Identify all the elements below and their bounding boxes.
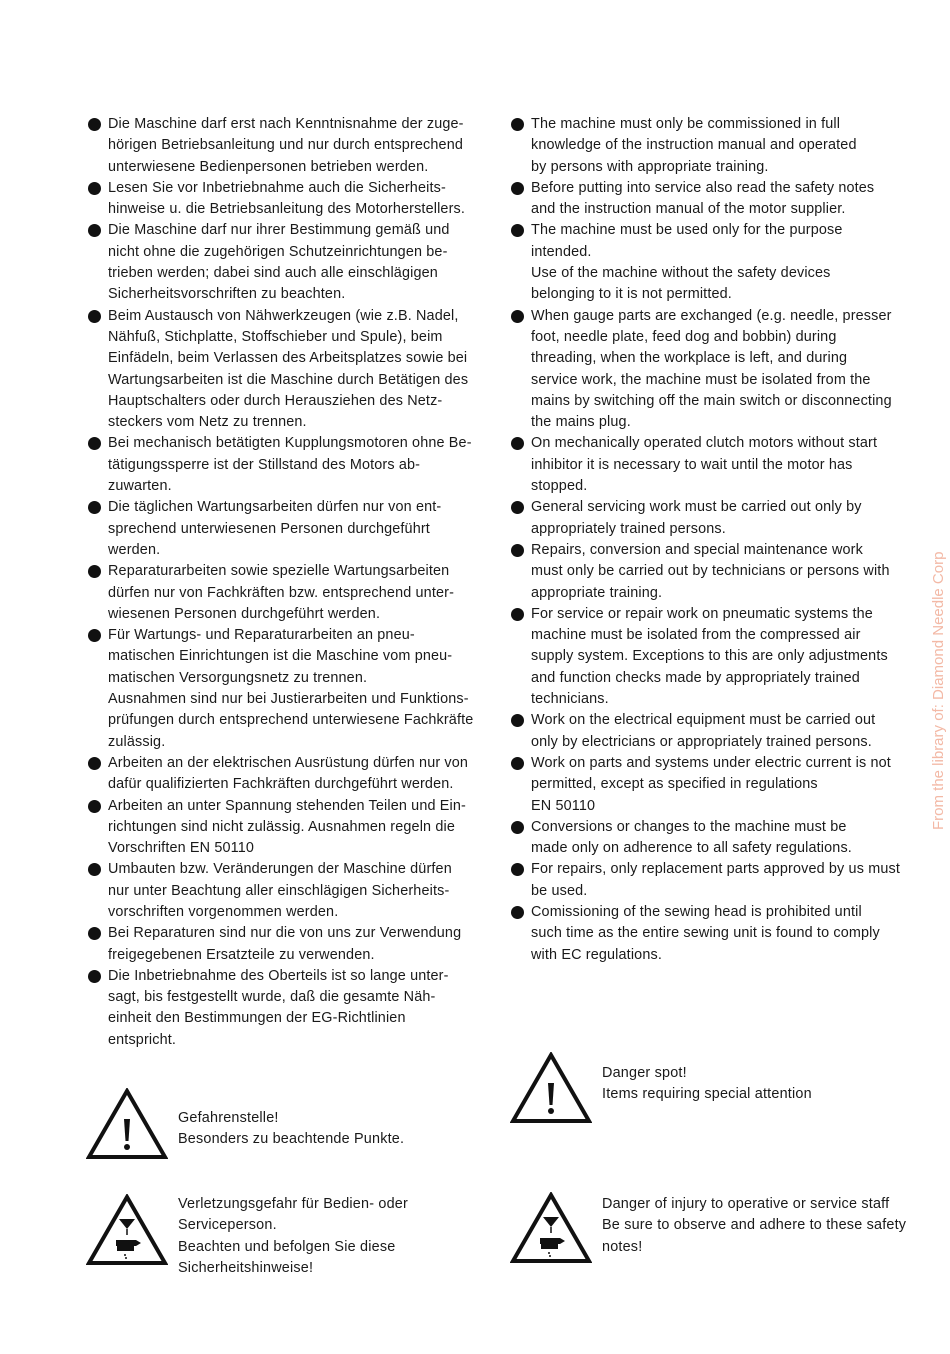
item-line: Wartungsarbeiten ist die Maschine durch Betätigen des bbox=[108, 371, 469, 388]
item-line: Die Maschine darf erst nach Kenntnisnahme der zuge- bbox=[108, 116, 464, 132]
bullet-icon bbox=[511, 757, 524, 770]
item-line: permitted, except as specified in regulations bbox=[531, 776, 818, 793]
safety-note-en-item bbox=[509, 220, 901, 305]
item-line: the mains plug. bbox=[531, 414, 631, 431]
item-line: Repairs, conversion and special maintenance work bbox=[531, 541, 863, 558]
item-line: hörigen Betriebsanleitung und nur durch entsprechend bbox=[108, 137, 464, 154]
bullet-icon bbox=[88, 118, 101, 131]
item-line: dafür qualifizierten Fachkräften durchgeführt werden. bbox=[108, 776, 454, 793]
item-line: Conversions or changes to the machine must be bbox=[531, 818, 847, 835]
bullet-icon bbox=[88, 863, 101, 876]
item-line: Use of the machine without the safety devices bbox=[531, 265, 831, 282]
item-line: The machine must be used only for the purpose bbox=[531, 222, 843, 239]
item-line: dürfen nur von Fachkräften bzw. entsprechend unter- bbox=[108, 584, 455, 601]
bullet-icon bbox=[511, 906, 524, 919]
item-line: Für Wartungs- und Reparaturarbeiten an pneu- bbox=[108, 627, 415, 644]
danger-spot-note-en bbox=[510, 1052, 812, 1124]
safety-note-de-item bbox=[86, 178, 478, 221]
injury-note-de bbox=[86, 1194, 408, 1279]
item-line: prüfungen durch entsprechend unterwiesene Fachkräfte bbox=[108, 712, 474, 729]
safety-note-en-item bbox=[509, 306, 901, 434]
safety-note-de-item bbox=[86, 966, 478, 1051]
item-line: Einfädeln, beim Verlassen des Arbeitsplatzes sowie bei bbox=[108, 350, 468, 367]
item-line: vorschriften vorgenommen werden. bbox=[108, 903, 339, 920]
item-line: sprechend unterwiesenen Personen durchgeführt bbox=[108, 520, 430, 537]
safety-note-en-item bbox=[509, 114, 901, 178]
watermark-text: From the library of: Diamond Needle Corp bbox=[930, 551, 947, 830]
library-watermark bbox=[930, 530, 950, 830]
injury-note-en bbox=[510, 1192, 906, 1264]
safety-list-english bbox=[509, 114, 901, 966]
bullet-icon bbox=[88, 629, 101, 642]
safety-note-de-item bbox=[86, 625, 478, 753]
safety-note-de-item bbox=[86, 796, 478, 860]
item-line: technicians. bbox=[531, 691, 609, 708]
warning-text-line: Items requiring special attention bbox=[602, 1086, 812, 1103]
item-line: nicht ohne die zugehörigen Schutzeinrichtungen be- bbox=[108, 243, 448, 260]
warning-text-line: Be sure to observe and adhere to these safety bbox=[602, 1217, 907, 1234]
item-line: Work on parts and systems under electric current is not bbox=[531, 754, 891, 771]
item-line: Vorschriften EN 50110 bbox=[108, 840, 255, 857]
safety-note-de-item bbox=[86, 923, 478, 966]
warning-triangle-hand-injury-icon bbox=[510, 1192, 592, 1264]
warning-text-line: Danger of injury to operative or service staff bbox=[602, 1196, 890, 1212]
warning-text-line: notes! bbox=[602, 1238, 643, 1255]
item-line: werden. bbox=[108, 541, 161, 558]
item-line: Comissioning of the sewing head is prohibited until bbox=[531, 903, 862, 920]
item-line: EN 50110 bbox=[531, 797, 596, 814]
item-line: by persons with appropriate training. bbox=[531, 158, 769, 175]
item-line: Lesen Sie vor Inbetriebnahme auch die Sicherheits- bbox=[108, 179, 446, 196]
bullet-icon bbox=[88, 565, 101, 578]
safety-note-de-item bbox=[86, 220, 478, 305]
safety-list-german bbox=[86, 114, 478, 1051]
safety-note-de-item bbox=[86, 497, 478, 561]
item-line: zuwarten. bbox=[108, 478, 172, 495]
bullet-icon bbox=[511, 224, 524, 237]
item-line: only by electricians or appropriately trained persons. bbox=[531, 733, 872, 750]
item-line: Die Maschine darf nur ihrer Bestimmung gemäß und bbox=[108, 222, 450, 239]
bullet-icon bbox=[511, 118, 524, 131]
warning-text-line: Verletzungsgefahr für Bedien- oder bbox=[178, 1196, 408, 1212]
bullet-icon bbox=[511, 437, 524, 450]
item-line: be used. bbox=[531, 882, 588, 899]
item-line: Reparaturarbeiten sowie spezielle Wartungsarbeiten bbox=[108, 563, 450, 580]
bullet-icon bbox=[511, 821, 524, 834]
item-line: and the instruction manual of the motor supplier. bbox=[531, 201, 846, 218]
item-line: must only be carried out by technicians or persons with bbox=[531, 563, 890, 580]
bullet-icon bbox=[88, 970, 101, 983]
item-line: machine must be isolated from the compressed air bbox=[531, 627, 861, 644]
item-line: Hauptschalters oder durch Herausziehen des Netz- bbox=[108, 392, 443, 409]
bullet-icon bbox=[88, 501, 101, 514]
safety-note-en-item bbox=[509, 433, 901, 497]
item-line: made only on adherence to all safety regulations. bbox=[531, 840, 852, 857]
item-line: Umbauten bzw. Veränderungen der Maschine dürfen bbox=[108, 861, 452, 878]
item-line: Beim Austausch von Nähwerkzeugen (wie z.B. Nadel, bbox=[108, 307, 459, 324]
safety-note-en-item bbox=[509, 178, 901, 221]
item-line: tätigungssperre ist der Stillstand des Motors ab- bbox=[108, 456, 421, 473]
item-line: steckers vom Netz zu trennen. bbox=[108, 414, 307, 431]
item-line: sagt, bis festgestellt wurde, daß die gesamte Näh- bbox=[108, 989, 436, 1006]
item-line: Nähfuß, Stichplatte, Stoffschieber und Spule), beim bbox=[108, 328, 443, 345]
item-line: Before putting into service also read the safety notes bbox=[531, 179, 875, 196]
warning-text-line: Gefahrenstelle! bbox=[178, 1110, 279, 1126]
safety-note-de-item bbox=[86, 561, 478, 625]
safety-note-de-item bbox=[86, 753, 478, 796]
bullet-icon bbox=[88, 927, 101, 940]
bullet-icon bbox=[88, 224, 101, 237]
item-line: On mechanically operated clutch motors without start bbox=[531, 435, 878, 452]
item-line: Die Inbetriebnahme des Oberteils ist so lange unter- bbox=[108, 967, 449, 984]
item-line: Ausnahmen sind nur bei Justierarbeiten und Funktions- bbox=[108, 691, 469, 708]
item-line: When gauge parts are exchanged (e.g. needle, presser bbox=[531, 307, 892, 324]
danger-spot-note-de bbox=[86, 1088, 404, 1160]
item-line: Work on the electrical equipment must be carried out bbox=[531, 712, 876, 729]
item-line: and function checks made by appropriately trained bbox=[531, 669, 860, 686]
item-line: appropriately trained persons. bbox=[531, 520, 726, 537]
item-line: threading, when the workplace is left, and during bbox=[531, 350, 848, 367]
warning-text-line: Sicherheitshinweise! bbox=[178, 1259, 314, 1276]
item-line: Sicherheitsvorschriften zu beachten. bbox=[108, 286, 346, 303]
item-line: General servicing work must be carried out only by bbox=[531, 499, 862, 516]
item-line: Bei Reparaturen sind nur die von uns zur Verwendung bbox=[108, 925, 462, 942]
safety-note-en-item bbox=[509, 710, 901, 753]
bullet-icon bbox=[511, 714, 524, 727]
item-line: supply system. Exceptions to this are only adjustments bbox=[531, 648, 888, 665]
item-line: belonging to it is not permitted. bbox=[531, 286, 732, 303]
safety-note-de-item bbox=[86, 114, 478, 178]
bullet-icon bbox=[511, 608, 524, 621]
item-line: hinweise u. die Betriebsanleitung des Motorherstellers. bbox=[108, 201, 466, 218]
item-line: Arbeiten an der elektrischen Ausrüstung dürfen nur von bbox=[108, 754, 469, 771]
bullet-icon bbox=[88, 310, 101, 323]
item-line: nur unter Beachtung aller einschlägigen Sicherheits- bbox=[108, 882, 450, 899]
item-line: with EC regulations. bbox=[531, 946, 662, 963]
item-line: intended. bbox=[531, 243, 592, 260]
item-line: appropriate training. bbox=[531, 584, 663, 601]
warning-triangle-exclamation-icon bbox=[86, 1088, 168, 1160]
warning-text-line: Danger spot! bbox=[602, 1065, 687, 1081]
bullet-icon bbox=[511, 863, 524, 876]
item-line: For service or repair work on pneumatic systems the bbox=[531, 605, 873, 622]
item-line: entspricht. bbox=[108, 1031, 177, 1048]
safety-note-en-item bbox=[509, 902, 901, 966]
safety-note-en-item bbox=[509, 540, 901, 604]
item-line: wiesenen Personen durchgeführt werden. bbox=[108, 605, 381, 622]
bullet-icon bbox=[88, 757, 101, 770]
bullet-icon bbox=[511, 310, 524, 323]
item-line: Die täglichen Wartungsarbeiten dürfen nur von ent- bbox=[108, 499, 442, 516]
warning-text-line: Beachten und befolgen Sie diese bbox=[178, 1238, 396, 1255]
warning-triangle-hand-injury-icon bbox=[86, 1194, 168, 1266]
warning-triangle-exclamation-icon bbox=[510, 1052, 592, 1124]
item-line: matischen Einrichtungen ist die Maschine vom pneu- bbox=[108, 648, 453, 665]
item-line: matischen Versorgungsnetz zu trennen. bbox=[108, 669, 368, 686]
item-line: trieben werden; dabei sind auch alle einschlägigen bbox=[108, 265, 438, 282]
item-line: service work, the machine must be isolated from the bbox=[531, 371, 871, 388]
item-line: inhibitor it is necessary to wait until the motor has bbox=[531, 456, 853, 473]
item-line: The machine must only be commissioned in full bbox=[531, 116, 841, 132]
item-line: richtungen sind nicht zulässig. Ausnahmen regeln die bbox=[108, 818, 455, 835]
safety-note-de-item bbox=[86, 306, 478, 434]
safety-note-de-item bbox=[86, 433, 478, 497]
item-line: such time as the entire sewing unit is found to comply bbox=[531, 925, 880, 942]
bullet-icon bbox=[88, 437, 101, 450]
bullet-icon bbox=[511, 544, 524, 557]
item-line: For repairs, only replacement parts approved by us must bbox=[531, 861, 900, 878]
warning-text-line: Serviceperson. bbox=[178, 1217, 277, 1234]
item-line: Arbeiten an unter Spannung stehenden Teilen und Ein- bbox=[108, 797, 466, 814]
item-line: stopped. bbox=[531, 478, 588, 495]
item-line: foot, needle plate, feed dog and bobbin) during bbox=[531, 328, 837, 345]
item-line: mains by switching off the main switch or disconnecting bbox=[531, 392, 892, 409]
bullet-icon bbox=[88, 182, 101, 195]
safety-note-de-item bbox=[86, 859, 478, 923]
bullet-icon bbox=[511, 182, 524, 195]
item-line: knowledge of the instruction manual and operated bbox=[531, 137, 857, 154]
safety-note-en-item bbox=[509, 817, 901, 860]
item-line: freigegebenen Ersatzteile zu verwenden. bbox=[108, 946, 375, 963]
bullet-icon bbox=[511, 501, 524, 514]
safety-note-en-item bbox=[509, 497, 901, 540]
item-line: einheit den Bestimmungen der EG-Richtlinien bbox=[108, 1010, 406, 1027]
safety-note-en-item bbox=[509, 859, 901, 902]
safety-note-en-item bbox=[509, 753, 901, 817]
item-line: Bei mechanisch betätigten Kupplungsmotoren ohne Be- bbox=[108, 435, 472, 452]
warning-text-line: Besonders zu beachtende Punkte. bbox=[178, 1131, 405, 1148]
bullet-icon bbox=[88, 800, 101, 813]
safety-note-en-item bbox=[509, 604, 901, 710]
item-line: unterwiesene Bedienpersonen betrieben werden. bbox=[108, 158, 429, 175]
item-line: zulässig. bbox=[108, 733, 166, 750]
